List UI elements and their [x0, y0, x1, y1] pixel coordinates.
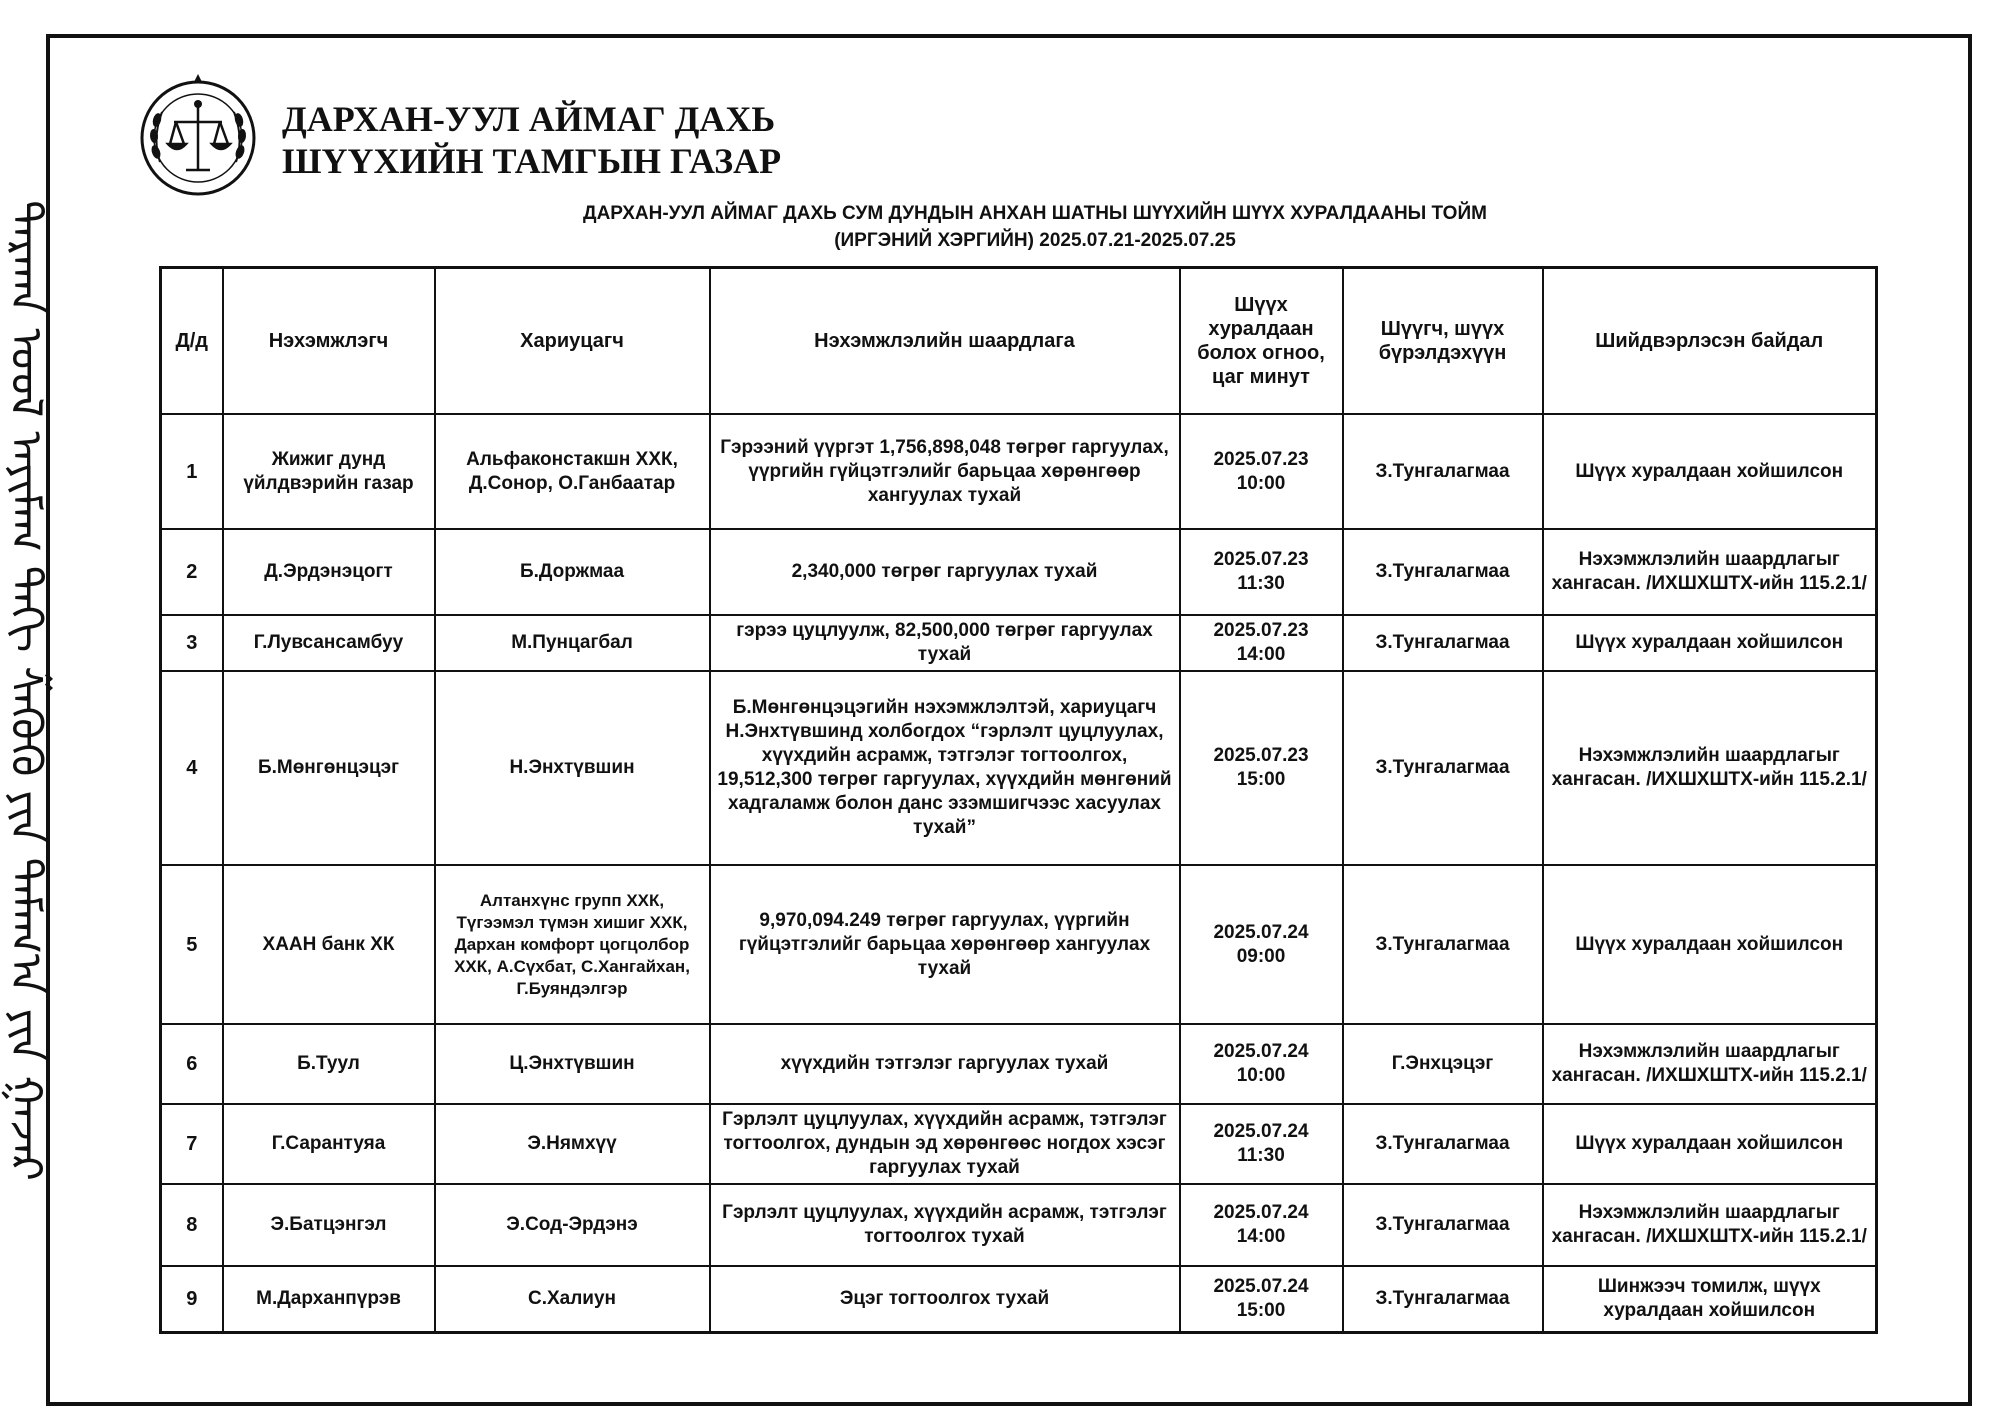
hearing-schedule-table — [159, 266, 1878, 1334]
hearing-date: 2025.07.24 — [1213, 921, 1309, 943]
row-number: 6 — [161, 1024, 223, 1104]
table-row — [161, 414, 1877, 529]
table-row — [161, 1184, 1877, 1266]
hearing-time: 14:00 — [1236, 644, 1286, 665]
judge-cell: З.Тунгалагмаа — [1343, 1266, 1543, 1332]
column-header-decision: Шийдвэрлэсэн байдал — [1543, 268, 1877, 415]
defendant-cell: Н.Энхтүвшин — [435, 671, 710, 865]
claim-cell: гэрээ цуцлуулж, 82,500,000 төгрөг гаргуулах тухай — [710, 615, 1180, 671]
hearing-date: 2025.07.24 — [1213, 1041, 1309, 1062]
judge-cell: З.Тунгалагмаа — [1343, 671, 1543, 865]
hearing-date: 2025.07.24 — [1213, 1202, 1309, 1223]
column-header-plaintiff: Нэхэмжлэгч — [223, 268, 435, 415]
hearing-datetime-cell — [1180, 529, 1343, 615]
plaintiff-cell: Жижиг дунд үйлдвэрийн газар — [223, 414, 435, 529]
column-header-hearing-date: Шүүх хуралдаан болох огноо, цаг минут — [1180, 268, 1343, 415]
row-number: 3 — [161, 615, 223, 671]
table-row — [161, 865, 1877, 1024]
decision-cell: Шинжээч томилж, шүүх хуралдаан хойшилсон — [1543, 1266, 1877, 1332]
table-row — [161, 671, 1877, 865]
hearing-time: 11:30 — [1237, 1145, 1285, 1166]
hearing-date: 2025.07.24 — [1213, 1275, 1309, 1297]
defendant-cell: Э.Нямхүү — [435, 1104, 710, 1184]
hearing-datetime-cell — [1180, 671, 1343, 865]
plaintiff-cell: Э.Батцэнгэл — [223, 1184, 435, 1266]
court-emblem-icon — [138, 72, 258, 202]
decision-cell: Нэхэмжлэлийн шаардлагыг хангасан. /ИХШХШТХ-ийн 115.2.1/ — [1543, 671, 1877, 865]
column-header-number: Д/д — [161, 268, 223, 415]
judge-cell: З.Тунгалагмаа — [1343, 865, 1543, 1024]
row-number: 9 — [161, 1266, 223, 1332]
row-number: 1 — [161, 414, 223, 529]
hearing-datetime-cell — [1180, 414, 1343, 529]
table-row — [161, 1024, 1877, 1104]
hearing-date: 2025.07.23 — [1213, 549, 1309, 570]
hearing-time: 14:00 — [1236, 1226, 1286, 1247]
hearing-date: 2025.07.23 — [1213, 745, 1309, 766]
hearing-datetime-cell — [1180, 1024, 1343, 1104]
hearing-date: 2025.07.24 — [1213, 1121, 1309, 1142]
hearing-time: 11:30 — [1237, 573, 1285, 594]
hearing-datetime-cell — [1180, 1184, 1343, 1266]
plaintiff-cell: Г.Сарантуяа — [223, 1104, 435, 1184]
column-header-claim: Нэхэмжлэлийн шаардлага — [710, 268, 1180, 415]
defendant-cell: Б.Доржмаа — [435, 529, 710, 615]
defendant-cell: М.Пунцагбал — [435, 615, 710, 671]
hearing-time: 15:00 — [1236, 769, 1286, 790]
claim-cell: Гэрлэлт цуцлуулах, хүүхдийн асрамж, тэтгэлэг тогтоолгох, дундын эд хөрөнгөөс ногдох хэсэг гаргуулах тухай — [710, 1104, 1180, 1184]
document-title-line-1: ДАРХАН-УУЛ АЙМАГ ДАХЬ СУМ ДУНДЫН АНХАН ШАТНЫ ШҮҮХИЙН ШҮҮХ ХУРАЛДААНЫ ТОЙМ — [583, 203, 1487, 224]
hearing-date: 2025.07.23 — [1213, 620, 1309, 641]
row-number: 2 — [161, 529, 223, 615]
table-row — [161, 615, 1877, 671]
hearing-time: 10:00 — [1236, 472, 1286, 494]
organization-name — [282, 98, 781, 182]
hearing-datetime-cell — [1180, 1104, 1343, 1184]
decision-cell: Шүүх хуралдаан хойшилсон — [1543, 865, 1877, 1024]
decision-cell: Нэхэмжлэлийн шаардлагыг хангасан. /ИХШХШТХ-ийн 115.2.1/ — [1543, 1184, 1877, 1266]
judge-cell: Г.Энхцэцэг — [1343, 1024, 1543, 1104]
table-header-row — [161, 268, 1877, 415]
plaintiff-cell: Г.Лувсансамбуу — [223, 615, 435, 671]
judge-cell: З.Тунгалагмаа — [1343, 529, 1543, 615]
defendant-cell: Ц.Энхтүвшин — [435, 1024, 710, 1104]
decision-cell: Нэхэмжлэлийн шаардлагыг хангасан. /ИХШХШТХ-ийн 115.2.1/ — [1543, 529, 1877, 615]
plaintiff-cell: Б.Мөнгөнцэцэг — [223, 671, 435, 865]
defendant-cell: Альфаконстакшн ХХК, Д.Сонор, О.Ганбаатар — [435, 414, 710, 529]
defendant-cell: Э.Сод-Эрдэнэ — [435, 1184, 710, 1266]
document-title — [350, 200, 1720, 254]
judge-cell: З.Тунгалагмаа — [1343, 414, 1543, 529]
org-name-line-1: ДАРХАН-УУЛ АЙМАГ ДАХЬ — [282, 99, 776, 139]
plaintiff-cell: Б.Туул — [223, 1024, 435, 1104]
column-header-defendant: Хариуцагч — [435, 268, 710, 415]
judge-cell: З.Тунгалагмаа — [1343, 615, 1543, 671]
hearing-datetime-cell — [1180, 615, 1343, 671]
row-number: 8 — [161, 1184, 223, 1266]
decision-cell: Шүүх хуралдаан хойшилсон — [1543, 414, 1877, 529]
judge-cell: З.Тунгалагмаа — [1343, 1184, 1543, 1266]
table-row — [161, 1104, 1877, 1184]
hearing-datetime-cell — [1180, 1266, 1343, 1332]
document-title-line-2: (ИРГЭНИЙ ХЭРГИЙН) 2025.07.21-2025.07.25 — [834, 230, 1236, 251]
hearing-time: 15:00 — [1236, 1299, 1286, 1321]
column-header-judge: Шүүгч, шүүх бүрэлдэхүүн — [1343, 268, 1543, 415]
defendant-cell: Алтанхүнс групп ХХК, Түгээмэл түмэн хишиг ХХК, Дархан комфорт цогцолбор ХХК, А.Сүхбат, С.Хангайхан, Г.Буяндэлгэр — [435, 865, 710, 1024]
claim-cell: 9,970,094.249 төгрөг гаргуулах, үүргийн гүйцэтгэлийг барьцаа хөрөнгөөр хангуулах тухай — [710, 865, 1180, 1024]
claim-cell: Б.Мөнгөнцэцэгийн нэхэмжлэлтэй, хариуцагч Н.Энхтүвшинд холбогдох “гэрлэлт цуцлуулах, хүүхдийн асрамж, тэтгэлэг тогтоолгох, 19,512,300 төгрөг гаргуулах, хүүхдийн мөнгөний хадгаламж болон данс эзэмшигчээс хасуулах тухай” — [710, 671, 1180, 865]
claim-cell: Гэрлэлт цуцлуулах, хүүхдийн асрамж, тэтгэлэг тогтоолгох тухай — [710, 1184, 1180, 1266]
decision-cell: Шүүх хуралдаан хойшилсон — [1543, 615, 1877, 671]
decision-cell: Нэхэмжлэлийн шаардлагыг хангасан. /ИХШХШТХ-ийн 115.2.1/ — [1543, 1024, 1877, 1104]
claim-cell: 2,340,000 төгрөг гаргуулах тухай — [710, 529, 1180, 615]
claim-cell: хүүхдийн тэтгэлэг гаргуулах тухай — [710, 1024, 1180, 1104]
hearing-datetime-cell — [1180, 865, 1343, 1024]
decision-cell: Шүүх хуралдаан хойшилсон — [1543, 1104, 1877, 1184]
hearing-date: 2025.07.23 — [1213, 448, 1309, 470]
hearing-time: 09:00 — [1236, 945, 1286, 967]
table-row — [161, 529, 1877, 615]
claim-cell: Эцэг тогтоолгох тухай — [710, 1266, 1180, 1332]
plaintiff-cell: Д.Эрдэнэцогт — [223, 529, 435, 615]
table-row — [161, 1266, 1877, 1332]
row-number: 5 — [161, 865, 223, 1024]
claim-cell: Гэрээний үүргэт 1,756,898,048 төгрөг гаргуулах, үүргийн гүйцэтгэлийг барьцаа хөрөнгөөр хангуулах тухай — [710, 414, 1180, 529]
vertical-mongolian-script — [0, 199, 66, 1181]
org-name-line-2: ШҮҮХИЙН ТАМГЫН ГАЗАР — [282, 141, 782, 181]
row-number: 4 — [161, 671, 223, 865]
judge-cell: З.Тунгалагмаа — [1343, 1104, 1543, 1184]
plaintiff-cell: ХААН банк ХК — [223, 865, 435, 1024]
hearing-time: 10:00 — [1236, 1065, 1286, 1086]
row-number: 7 — [161, 1104, 223, 1184]
plaintiff-cell: М.Дарханпүрэв — [223, 1266, 435, 1332]
defendant-cell: С.Халиун — [435, 1266, 710, 1332]
vertical-script-text: ᠳᠠᠷᠬᠠᠨ ᠤᠤᠯ ᠠᠶᠢᠮᠠᠭ ᠳᠠᠬᠢ ᠱᠡᠭᠦᠬᠦ ᠶᠢᠨ ᠲᠠᠮᠠᠭ᠎ᠠ ᠶᠢᠨ ᠭᠠᠵᠠᠷ — [0, 199, 51, 1181]
